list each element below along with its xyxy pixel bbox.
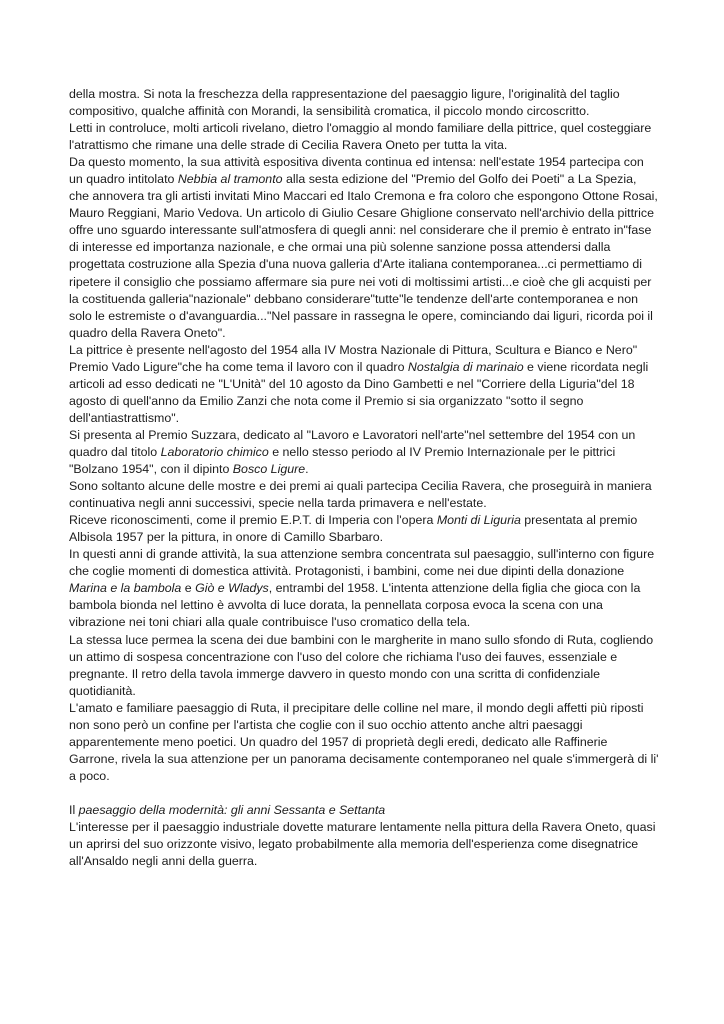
italic-title: Laboratorio chimico (160, 444, 269, 459)
text-run: e nello stesso periodo al IV Premio Internazionale per le pittrici "Bolzano 1954", con il dipinto (69, 444, 616, 477)
text-run: La pittrice è presente nell'agosto del 1954 alla IV Mostra Nazionale di Pittura, Scultura e Bianco e Nero" Premio Vado Ligure"che ha come tema il lavoro con il quadro (69, 342, 638, 374)
closing-paragraph: L'interesse per il paesaggio industriale dovette maturare lentamente nella pittura della Ravera Oneto, quasi un aprirsi del suo orizzonte visivo, legato probabilmente alla memoria dell'esperienza come disegnatrice all'Ansaldo negli anni della guerra. (69, 819, 656, 869)
text-run: La stessa luce permea la scena dei due bambini con le margherite in mano sullo sfondo di Ruta, cogliendo un attimo di sospesa concentrazione con l'uso del colore che richiama l'uso dei fauves, essenziale e pregnante. Il retro della tavola immerge davvero in questo mondo con una scritta di confidenziale quotidianità. (69, 632, 654, 698)
section-heading-title: paesaggio della modernità: gli anni Sessanta e Settanta (75, 802, 386, 817)
text-run: presentata al premio Albisola 1957 per la pittura, in onore di Camillo Sbarbaro. (69, 513, 638, 545)
italic-title: Nostalgia di marinaio (407, 359, 524, 374)
text-run: alla sesta edizione del "Premio del Golfo dei Poeti" a La Spezia, che annovera tra gli artisti invitati Mino Maccari ed Italo Cremona e fra coloro che espongono Ottone Rosai, Mauro Reggiani, Mario Vedova. Un articolo di Giulio Cesare Ghiglione conservato nell'archivio della pittrice offre uno sguardo interessante sull'atmosfera di quegli anni: nel considerare che il premio è entrato in"fase di interesse ed importanza nazionale, e che ormai una più solenne sanzione possa attendersi dalla progettata costruzione alla Spezia d'una nuova galleria d'Arte italiana contemporanea...ci permettiamo di ripetere il consiglio che possiamo affermare sia pure nei voti di moltissimi artisti...e cioè che gli acquisti per la costituenda galleria"nazionale" debbano considerare"tutte"le tendenze dell'arte contemporanea e non solo le estremiste o d'avanguardia..."Nel passare in rassegna le opere, cominciando dai liguri, ricorda poi il quadro della Ravera Oneto". (69, 172, 658, 340)
text-run: , entrambi del 1958. L'intenta attenzione della figlia che gioca con la bambola bionda nel lettino è avvolta di luce dorata, la pennellata corposa evoca la scena con una vibrazione nei toni chiari alla quale contribuisce l'uso cromatico della tela. (69, 581, 641, 630)
text-run: della mostra. Si nota la freschezza della rappresentazione del paesaggio ligure, l'originalità del taglio compositivo, qualche affinità con Morandi, la sensibilità cromatica, il piccolo mondo circoscritto. (69, 87, 620, 119)
paragraph (69, 342, 659, 427)
text-run: e (181, 581, 196, 596)
italic-title: Bosco Ligure (232, 462, 306, 477)
paragraph (69, 478, 659, 512)
section-heading (69, 802, 659, 819)
text-run: e viene ricordata negli articoli ad esso dedicati ne "L'Unità" del 10 agosto da Dino Gambetti e nel "Corriere della Liguria"del 18 agosto di quell'anno da Emilio Zanzi che nota come il Premio si sia organizzato "sotto il segno dell'antiastrattismo". (69, 359, 649, 425)
paragraph (69, 154, 659, 342)
text-run: Si presenta al Premio Suzzara, dedicato al "Lavoro e Lavoratori nell'arte"nel settembre del 1954 con un quadro dal titolo (69, 427, 636, 459)
section-spacer (69, 785, 659, 802)
paragraph-list (69, 86, 659, 785)
italic-title: Nebbia al tramonto (177, 172, 283, 187)
text-run: Da questo momento, la sua attività espositiva diventa continua ed intensa: nell'estate 1954 partecipa con un quadro intitolato (69, 155, 644, 187)
paragraph (69, 700, 659, 785)
text-run: . (305, 462, 309, 477)
paragraph (69, 86, 659, 120)
text-run: L'amato e familiare paesaggio di Ruta, il precipitare delle colline nel mare, il mondo degli affetti più riposti non sono però un confine per l'artista che coglie con il suo occhio attento anche altri paesaggi apparentemente meno poetici. Un quadro del 1957 di proprietà degli eredi, dedicato alle Raffinerie Garrone, rivela la sua attenzione per un panorama decisamente contemporaneo nel quale s'immergerà di li' a poco. (69, 700, 659, 783)
italic-title: Marina e la bambola (69, 581, 182, 596)
italic-title: Monti di Liguria (436, 513, 521, 528)
paragraph (69, 546, 659, 631)
text-run: In questi anni di grande attività, la sua attenzione sembra concentrata sul paesaggio, sull'interno con figure che coglie momenti di domestica attività. Protagonisti, i bambini, come nei due dipinti della donazione (69, 547, 655, 579)
paragraph (69, 632, 659, 700)
text-run: Letti in controluce, molti articoli rivelano, dietro l'omaggio al mondo familiare della pittrice, quel costeggiare l'atrattismo che rimane una delle strade di Cecilia Ravera Oneto per tutta la vita. (69, 121, 652, 153)
body-text (69, 86, 659, 870)
italic-title: Giò e Wladys (195, 581, 269, 596)
text-run: Riceve riconoscimenti, come il premio E.P.T. di Imperia con l'opera (69, 513, 437, 528)
paragraph (69, 120, 659, 154)
section-heading-label: Il (69, 802, 76, 817)
paragraph (69, 427, 659, 478)
text-run: Sono soltanto alcune delle mostre e dei premi ai quali partecipa Cecilia Ravera, che proseguirà in maniera continuativa negli anni successivi, specie nella tarda primavera e nell'estate. (69, 479, 652, 511)
paragraph (69, 512, 659, 546)
